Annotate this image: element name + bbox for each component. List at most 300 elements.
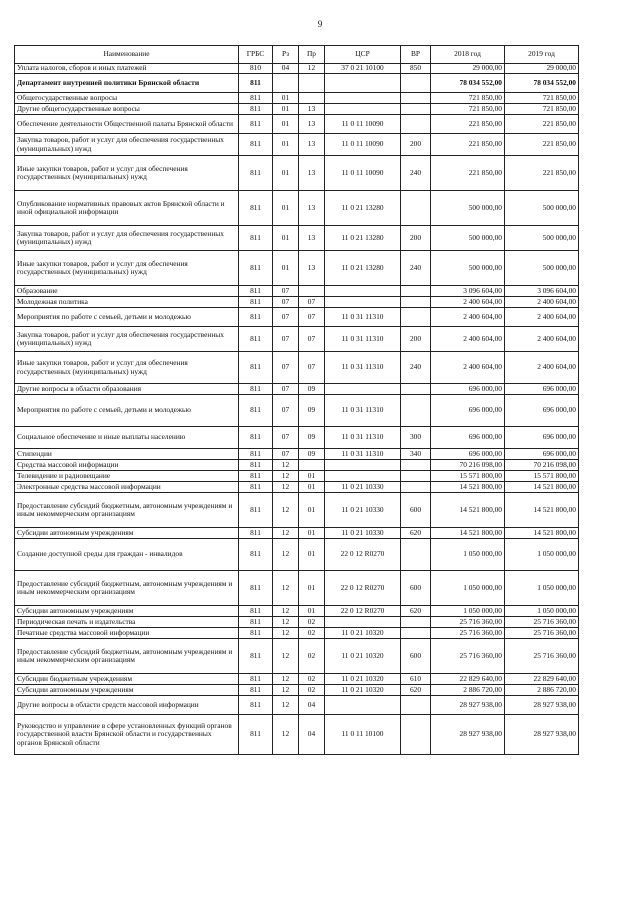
table-row [15, 449, 579, 460]
table-body [15, 64, 579, 755]
cell-rz: 12 [273, 493, 299, 528]
cell-rz: 12 [273, 460, 299, 471]
cell-pr: 09 [299, 427, 325, 449]
cell-2018: 28 927 938,00 [431, 715, 505, 755]
cell-pr: 02 [299, 685, 325, 696]
cell-2018: 25 716 360,00 [431, 628, 505, 639]
cell-csr: 11 0 21 10330 [325, 528, 401, 539]
cell-name: Предоставление субсидий бюджетным, автономным учреждениям и иным некоммерческим организациям [15, 571, 239, 606]
cell-csr: 11 0 21 10320 [325, 639, 401, 674]
cell-2018: 2 400 604,00 [431, 327, 505, 352]
cell-name: Обеспечение деятельности Общественной палаты Брянской области [15, 115, 239, 134]
cell-vr: 200 [401, 226, 431, 251]
cell-grbs: 811 [239, 134, 273, 156]
cell-grbs: 811 [239, 156, 273, 191]
cell-csr [325, 93, 401, 104]
cell-2018: 78 034 552,00 [431, 74, 505, 93]
cell-rz: 01 [273, 156, 299, 191]
cell-grbs: 811 [239, 427, 273, 449]
cell-rz: 01 [273, 226, 299, 251]
cell-vr [401, 308, 431, 327]
cell-name: Иные закупки товаров, работ и услуг для обеспечения государственных (муниципальных) нужд [15, 156, 239, 191]
cell-name: Молодежная политика [15, 297, 239, 308]
cell-vr [401, 115, 431, 134]
cell-2019: 78 034 552,00 [505, 74, 579, 93]
table-row [15, 115, 579, 134]
cell-2019: 14 521 800,00 [505, 528, 579, 539]
cell-2018: 1 050 000,00 [431, 606, 505, 617]
table-row [15, 352, 579, 384]
cell-2018: 3 096 604,00 [431, 286, 505, 297]
cell-2019: 14 521 800,00 [505, 482, 579, 493]
cell-csr [325, 104, 401, 115]
table-row [15, 384, 579, 395]
cell-csr: 11 0 21 13280 [325, 251, 401, 286]
cell-pr: 07 [299, 308, 325, 327]
cell-2018: 14 521 800,00 [431, 482, 505, 493]
cell-vr: 620 [401, 685, 431, 696]
table-row [15, 226, 579, 251]
cell-vr [401, 191, 431, 226]
cell-vr: 300 [401, 427, 431, 449]
cell-pr: 07 [299, 297, 325, 308]
cell-grbs: 811 [239, 286, 273, 297]
cell-2019: 29 000,00 [505, 64, 579, 74]
cell-csr [325, 617, 401, 628]
cell-name: Другие общегосударственные вопросы [15, 104, 239, 115]
cell-grbs: 811 [239, 674, 273, 685]
table-row [15, 539, 579, 571]
cell-2019: 2 400 604,00 [505, 352, 579, 384]
cell-rz: 12 [273, 628, 299, 639]
cell-2018: 221 850,00 [431, 134, 505, 156]
cell-csr [325, 696, 401, 715]
cell-vr [401, 539, 431, 571]
cell-grbs: 811 [239, 74, 273, 93]
cell-grbs: 811 [239, 191, 273, 226]
cell-vr: 850 [401, 64, 431, 74]
cell-2019: 696 000,00 [505, 427, 579, 449]
cell-2019: 2 400 604,00 [505, 327, 579, 352]
cell-vr [401, 617, 431, 628]
cell-2018: 22 829 640,00 [431, 674, 505, 685]
cell-2019: 500 000,00 [505, 226, 579, 251]
cell-vr: 600 [401, 639, 431, 674]
cell-csr: 11 0 21 10330 [325, 493, 401, 528]
cell-2019: 3 096 604,00 [505, 286, 579, 297]
cell-grbs: 811 [239, 617, 273, 628]
table-row [15, 104, 579, 115]
cell-vr: 200 [401, 327, 431, 352]
cell-vr [401, 104, 431, 115]
cell-pr: 13 [299, 115, 325, 134]
cell-vr [401, 286, 431, 297]
cell-vr: 200 [401, 134, 431, 156]
cell-grbs: 811 [239, 696, 273, 715]
cell-grbs: 811 [239, 384, 273, 395]
cell-pr: 07 [299, 327, 325, 352]
cell-vr: 240 [401, 352, 431, 384]
cell-2019: 221 850,00 [505, 115, 579, 134]
cell-csr: 11 0 11 10090 [325, 156, 401, 191]
cell-name: Печатные средства массовой информации [15, 628, 239, 639]
cell-name: Общегосударственные вопросы [15, 93, 239, 104]
cell-2018: 70 216 098,00 [431, 460, 505, 471]
cell-pr: 02 [299, 639, 325, 674]
cell-pr: 04 [299, 696, 325, 715]
cell-grbs: 811 [239, 251, 273, 286]
cell-rz: 12 [273, 639, 299, 674]
cell-name: Закупка товаров, работ и услуг для обеспечения государственных (муниципальных) нужд [15, 134, 239, 156]
cell-name: Стипендии [15, 449, 239, 460]
cell-vr: 600 [401, 571, 431, 606]
cell-name: Иные закупки товаров, работ и услуг для обеспечения государственных (муниципальных) нужд [15, 251, 239, 286]
budget-table [14, 45, 579, 755]
table-row [15, 685, 579, 696]
cell-2018: 500 000,00 [431, 251, 505, 286]
cell-pr: 01 [299, 571, 325, 606]
cell-2019: 500 000,00 [505, 251, 579, 286]
cell-rz: 12 [273, 674, 299, 685]
cell-pr: 02 [299, 628, 325, 639]
cell-2019: 221 850,00 [505, 156, 579, 191]
cell-name: Социальное обеспечение и иные выплаты населению [15, 427, 239, 449]
cell-csr [325, 297, 401, 308]
cell-2019: 1 050 000,00 [505, 606, 579, 617]
cell-csr [325, 460, 401, 471]
cell-name: Закупка товаров, работ и услуг для обеспечения государственных (муниципальных) нужд [15, 226, 239, 251]
cell-csr: 37 0 21 10100 [325, 64, 401, 74]
cell-csr: 11 0 31 11310 [325, 352, 401, 384]
cell-vr: 620 [401, 606, 431, 617]
cell-grbs: 811 [239, 449, 273, 460]
cell-pr: 07 [299, 352, 325, 384]
cell-pr: 02 [299, 674, 325, 685]
cell-vr [401, 715, 431, 755]
cell-2019: 2 400 604,00 [505, 297, 579, 308]
table-row [15, 134, 579, 156]
cell-rz: 07 [273, 449, 299, 460]
cell-grbs: 811 [239, 606, 273, 617]
cell-2018: 2 400 604,00 [431, 308, 505, 327]
cell-pr: 13 [299, 251, 325, 286]
cell-pr: 13 [299, 191, 325, 226]
header-rz: Рз [273, 46, 299, 64]
cell-pr: 01 [299, 539, 325, 571]
cell-csr: 11 0 31 11310 [325, 449, 401, 460]
cell-vr: 620 [401, 528, 431, 539]
table-row [15, 93, 579, 104]
table-row [15, 696, 579, 715]
cell-rz: 12 [273, 471, 299, 482]
cell-2018: 25 716 360,00 [431, 639, 505, 674]
cell-name: Другие вопросы в области средств массовой информации [15, 696, 239, 715]
cell-2019: 721 850,00 [505, 104, 579, 115]
cell-grbs: 811 [239, 297, 273, 308]
cell-rz: 12 [273, 571, 299, 606]
cell-grbs: 811 [239, 493, 273, 528]
cell-rz: 12 [273, 482, 299, 493]
cell-grbs: 811 [239, 571, 273, 606]
cell-vr [401, 297, 431, 308]
cell-pr: 02 [299, 617, 325, 628]
cell-rz: 04 [273, 64, 299, 74]
table-row [15, 460, 579, 471]
cell-pr: 09 [299, 384, 325, 395]
cell-csr: 22 0 12 R0270 [325, 606, 401, 617]
cell-2018: 2 400 604,00 [431, 297, 505, 308]
cell-grbs: 811 [239, 471, 273, 482]
cell-name: Субсидии автономным учреждениям [15, 606, 239, 617]
table-row [15, 528, 579, 539]
cell-vr [401, 482, 431, 493]
cell-name: Электронные средства массовой информации [15, 482, 239, 493]
cell-2018: 696 000,00 [431, 395, 505, 427]
cell-2018: 1 050 000,00 [431, 571, 505, 606]
cell-csr: 11 0 21 13280 [325, 226, 401, 251]
table-row [15, 639, 579, 674]
cell-rz: 07 [273, 384, 299, 395]
cell-2018: 221 850,00 [431, 115, 505, 134]
cell-2019: 25 716 360,00 [505, 628, 579, 639]
table-row [15, 308, 579, 327]
cell-2019: 15 571 800,00 [505, 471, 579, 482]
cell-csr: 11 0 21 10320 [325, 628, 401, 639]
cell-rz: 01 [273, 251, 299, 286]
cell-rz: 12 [273, 617, 299, 628]
cell-2019: 28 927 938,00 [505, 715, 579, 755]
table-row [15, 74, 579, 93]
cell-rz: 12 [273, 685, 299, 696]
cell-2019: 25 716 360,00 [505, 617, 579, 628]
cell-grbs: 811 [239, 352, 273, 384]
cell-2019: 28 927 938,00 [505, 696, 579, 715]
cell-grbs: 811 [239, 628, 273, 639]
cell-rz: 07 [273, 427, 299, 449]
cell-csr: 11 0 21 13280 [325, 191, 401, 226]
cell-vr: 240 [401, 251, 431, 286]
cell-rz: 07 [273, 286, 299, 297]
cell-2019: 70 216 098,00 [505, 460, 579, 471]
cell-2019: 696 000,00 [505, 384, 579, 395]
cell-2019: 14 521 800,00 [505, 493, 579, 528]
cell-rz: 12 [273, 696, 299, 715]
cell-2018: 14 521 800,00 [431, 528, 505, 539]
header-grbs: ГРБС [239, 46, 273, 64]
cell-grbs: 811 [239, 226, 273, 251]
cell-vr [401, 384, 431, 395]
cell-2018: 500 000,00 [431, 226, 505, 251]
table-row [15, 471, 579, 482]
cell-pr: 01 [299, 471, 325, 482]
cell-pr [299, 93, 325, 104]
cell-csr: 11 0 31 11310 [325, 327, 401, 352]
cell-vr [401, 696, 431, 715]
cell-name: Департамент внутренней политики Брянской области [15, 74, 239, 93]
cell-rz: 01 [273, 93, 299, 104]
cell-name: Телевидение и радиовещание [15, 471, 239, 482]
cell-2018: 500 000,00 [431, 191, 505, 226]
cell-2018: 28 927 938,00 [431, 696, 505, 715]
cell-name: Другие вопросы в области образования [15, 384, 239, 395]
cell-pr [299, 74, 325, 93]
cell-2018: 721 850,00 [431, 93, 505, 104]
cell-name: Мероприятия по работе с семьей, детьми и молодежью [15, 395, 239, 427]
cell-rz: 07 [273, 327, 299, 352]
cell-rz: 12 [273, 606, 299, 617]
cell-name: Мероприятия по работе с семьей, детьми и молодежью [15, 308, 239, 327]
cell-name: Предоставление субсидий бюджетным, автономным учреждениям и иным некоммерческим организациям [15, 493, 239, 528]
header-pr: Пр [299, 46, 325, 64]
cell-2019: 500 000,00 [505, 191, 579, 226]
cell-2018: 1 050 000,00 [431, 539, 505, 571]
cell-name: Субсидии бюджетным учреждениям [15, 674, 239, 685]
cell-rz: 01 [273, 134, 299, 156]
cell-rz: 01 [273, 191, 299, 226]
cell-grbs: 811 [239, 115, 273, 134]
cell-pr: 01 [299, 493, 325, 528]
cell-grbs: 811 [239, 715, 273, 755]
cell-name: Иные закупки товаров, работ и услуг для обеспечения государственных (муниципальных) нужд [15, 352, 239, 384]
cell-pr: 12 [299, 64, 325, 74]
cell-csr: 22 0 12 R0270 [325, 571, 401, 606]
cell-pr: 13 [299, 226, 325, 251]
cell-grbs: 811 [239, 482, 273, 493]
cell-grbs: 811 [239, 327, 273, 352]
header-2018: 2018 год [431, 46, 505, 64]
cell-name: Периодическая печать и издательства [15, 617, 239, 628]
cell-rz: 07 [273, 297, 299, 308]
cell-2018: 2 400 604,00 [431, 352, 505, 384]
cell-pr: 01 [299, 606, 325, 617]
cell-pr: 01 [299, 482, 325, 493]
cell-name: Создание доступной среды для граждан - инвалидов [15, 539, 239, 571]
cell-pr: 13 [299, 134, 325, 156]
cell-csr [325, 384, 401, 395]
cell-vr [401, 395, 431, 427]
table-row [15, 156, 579, 191]
cell-name: Субсидии автономным учреждениям [15, 528, 239, 539]
cell-csr: 11 0 21 10320 [325, 685, 401, 696]
cell-rz: 07 [273, 352, 299, 384]
cell-csr: 11 0 11 10090 [325, 115, 401, 134]
table-row [15, 571, 579, 606]
cell-rz [273, 74, 299, 93]
table-row [15, 427, 579, 449]
cell-vr [401, 628, 431, 639]
cell-csr [325, 471, 401, 482]
cell-pr: 09 [299, 395, 325, 427]
cell-2018: 2 886 720,00 [431, 685, 505, 696]
cell-rz: 01 [273, 115, 299, 134]
table-row [15, 628, 579, 639]
header-name: Наименование [15, 46, 239, 64]
cell-csr: 22 0 12 R0270 [325, 539, 401, 571]
cell-2018: 696 000,00 [431, 427, 505, 449]
cell-grbs: 811 [239, 308, 273, 327]
cell-grbs: 811 [239, 685, 273, 696]
header-csr: ЦСР [325, 46, 401, 64]
cell-grbs: 811 [239, 539, 273, 571]
table-row [15, 493, 579, 528]
cell-2019: 721 850,00 [505, 93, 579, 104]
table-row [15, 606, 579, 617]
cell-pr: 04 [299, 715, 325, 755]
cell-2018: 14 521 800,00 [431, 493, 505, 528]
cell-name: Образование [15, 286, 239, 297]
table-row [15, 251, 579, 286]
cell-vr [401, 93, 431, 104]
cell-2019: 696 000,00 [505, 449, 579, 460]
cell-csr: 11 0 11 10090 [325, 134, 401, 156]
header-2019: 2019 год [505, 46, 579, 64]
cell-2019: 1 050 000,00 [505, 571, 579, 606]
cell-vr: 610 [401, 674, 431, 685]
cell-name: Руководство и управление в сфере установленных функций органов государственной власти Брянской области и государственных органов Брянской области [15, 715, 239, 755]
cell-grbs: 811 [239, 528, 273, 539]
cell-2018: 696 000,00 [431, 384, 505, 395]
cell-grbs: 811 [239, 104, 273, 115]
cell-csr [325, 74, 401, 93]
cell-name: Субсидии автономным учреждениям [15, 685, 239, 696]
cell-name: Уплата налогов, сборов и иных платежей [15, 64, 239, 74]
table-row [15, 191, 579, 226]
table-row [15, 327, 579, 352]
cell-grbs: 811 [239, 639, 273, 674]
cell-rz: 12 [273, 715, 299, 755]
cell-2018: 29 000,00 [431, 64, 505, 74]
cell-name: Закупка товаров, работ и услуг для обеспечения государственных (муниципальных) нужд [15, 327, 239, 352]
cell-2018: 696 000,00 [431, 449, 505, 460]
table-row [15, 395, 579, 427]
cell-2019: 221 850,00 [505, 134, 579, 156]
cell-csr [325, 286, 401, 297]
cell-pr: 13 [299, 104, 325, 115]
cell-2018: 15 571 800,00 [431, 471, 505, 482]
table-row [15, 286, 579, 297]
cell-pr: 13 [299, 156, 325, 191]
cell-csr: 11 0 31 11310 [325, 308, 401, 327]
cell-pr: 01 [299, 528, 325, 539]
cell-name: Средства массовой информации [15, 460, 239, 471]
table-row [15, 297, 579, 308]
cell-pr [299, 286, 325, 297]
cell-pr: 09 [299, 449, 325, 460]
table-row [15, 674, 579, 685]
cell-rz: 07 [273, 395, 299, 427]
cell-2019: 1 050 000,00 [505, 539, 579, 571]
cell-rz: 12 [273, 528, 299, 539]
cell-csr: 11 0 31 11310 [325, 395, 401, 427]
cell-vr: 340 [401, 449, 431, 460]
table-row [15, 64, 579, 74]
cell-csr: 11 0 21 10320 [325, 674, 401, 685]
table-header-row [15, 46, 579, 64]
header-vr: ВР [401, 46, 431, 64]
cell-csr: 11 0 21 10330 [325, 482, 401, 493]
cell-vr: 600 [401, 493, 431, 528]
cell-rz: 07 [273, 308, 299, 327]
cell-2019: 22 829 640,00 [505, 674, 579, 685]
cell-2019: 2 400 604,00 [505, 308, 579, 327]
cell-grbs: 811 [239, 460, 273, 471]
cell-grbs: 810 [239, 64, 273, 74]
cell-rz: 01 [273, 104, 299, 115]
cell-2018: 721 850,00 [431, 104, 505, 115]
cell-vr [401, 460, 431, 471]
cell-vr [401, 471, 431, 482]
table-row [15, 715, 579, 755]
